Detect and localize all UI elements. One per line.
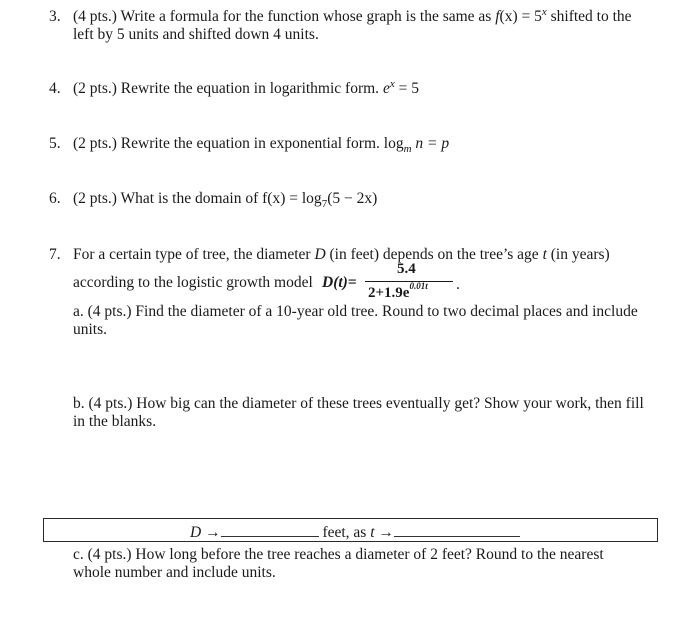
q5-line bbox=[73, 135, 449, 154]
diameter-limit-blank[interactable] bbox=[221, 522, 319, 537]
q6-number: 6. bbox=[49, 190, 61, 207]
denominator-text: 2+1.9e bbox=[368, 285, 410, 301]
q4-eq-rest: = 5 bbox=[394, 80, 419, 97]
q7-number: 7. bbox=[49, 246, 61, 263]
box-arrow-1: → bbox=[205, 524, 221, 541]
q7-model-func: D(t) bbox=[322, 274, 348, 291]
q7-model-eq: = bbox=[347, 274, 357, 291]
q5-eq-log: log bbox=[383, 135, 404, 152]
q7-line1-mid: (in feet) depends on the tree’s age bbox=[325, 246, 543, 263]
q7b-line1: b. (4 pts.) How big can the diameter of these trees eventually get? Show your work, then fill bbox=[73, 395, 644, 412]
q3-func: f bbox=[495, 8, 500, 25]
q3-line1 bbox=[73, 8, 632, 27]
q7-line1-post: (in years) bbox=[546, 246, 610, 263]
q7c-line2: whole number and include units. bbox=[73, 564, 276, 581]
q6-eq-sub: 7 bbox=[321, 198, 328, 210]
q6-text: (2 pts.) What is the domain of bbox=[73, 190, 259, 207]
q7b-line2: in the blanks. bbox=[73, 413, 157, 430]
q7-model-lhs bbox=[322, 274, 357, 292]
q7-line2: according to the logistic growth model bbox=[73, 274, 313, 291]
q6-line bbox=[73, 190, 377, 209]
q7-var-t: t bbox=[542, 246, 547, 263]
q5-eq-rest: n = p bbox=[411, 135, 450, 152]
answer-box-line bbox=[190, 522, 520, 542]
q3-number: 3. bbox=[49, 8, 61, 25]
q5-number: 5. bbox=[49, 135, 61, 152]
q7-line1 bbox=[73, 246, 610, 264]
q4-text: (2 pts.) Rewrite the equation in logarithmic form. bbox=[73, 80, 380, 97]
box-var-t: t bbox=[370, 524, 375, 541]
fraction-numerator: 5.4 bbox=[397, 261, 416, 277]
q7-line1-pre: For a certain type of tree, the diameter bbox=[73, 246, 315, 263]
q4-line bbox=[73, 80, 419, 99]
q7a-line2: units. bbox=[73, 321, 108, 338]
denominator-exponent: 0.01t bbox=[409, 281, 428, 291]
q3-func-exp: x bbox=[541, 6, 547, 18]
q7-var-D: D bbox=[314, 246, 326, 263]
q5-text: (2 pts.) Rewrite the equation in exponential form. bbox=[73, 135, 380, 152]
fraction-denominator bbox=[368, 281, 428, 303]
q4-eq-exp: x bbox=[389, 78, 395, 90]
q3-func-paren: (x) = 5 bbox=[499, 8, 542, 25]
q3-line2: left by 5 units and shifted down 4 units. bbox=[73, 26, 319, 43]
q6-eq-rest: (5 − 2x) bbox=[327, 190, 378, 207]
box-var-D: D bbox=[190, 524, 202, 541]
time-limit-blank[interactable] bbox=[394, 522, 520, 537]
q5-eq-sub: m bbox=[403, 143, 412, 155]
q7-period: . bbox=[456, 276, 460, 293]
box-arrow-2: → bbox=[378, 524, 394, 541]
q4-eq-base: e bbox=[382, 80, 390, 97]
q7c-line1: c. (4 pts.) How long before the tree reaches a diameter of 2 feet? Round to the nearest bbox=[73, 546, 604, 563]
q3-text: (4 pts.) Write a formula for the function whose graph is the same as bbox=[73, 8, 496, 25]
logistic-fraction bbox=[365, 260, 455, 304]
q6-eq-lhs: f(x) = log bbox=[262, 190, 322, 207]
q4-number: 4. bbox=[49, 80, 61, 97]
box-feet-text: feet, as bbox=[322, 524, 367, 541]
q3-text-post: shifted to the bbox=[546, 8, 632, 25]
q7a-line1: a. (4 pts.) Find the diameter of a 10-year old tree. Round to two decimal places and include bbox=[73, 303, 638, 320]
